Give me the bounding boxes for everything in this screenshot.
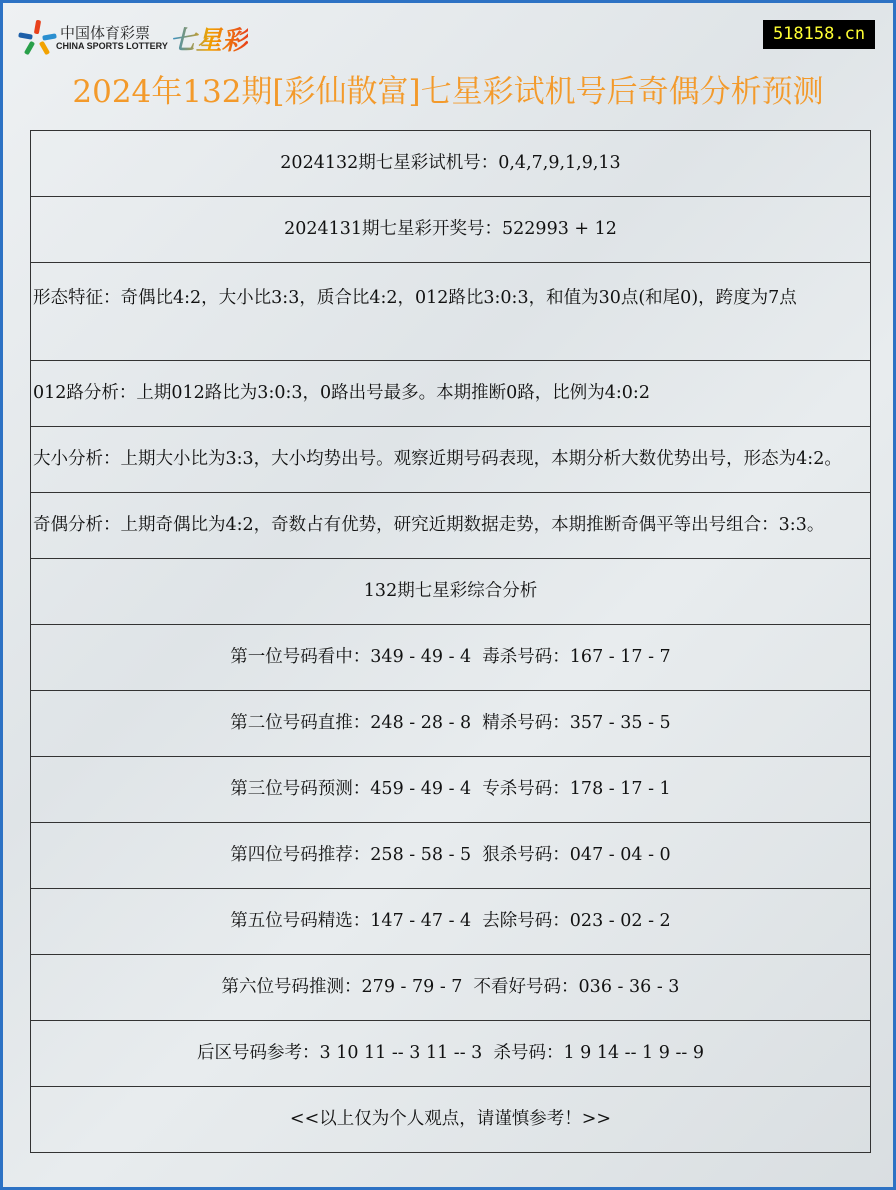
table-row [31, 691, 871, 757]
table-row [31, 889, 871, 955]
table-row [31, 493, 871, 559]
size-analysis-cell: 大小分析：上期大小比为3:3，大小均势出号。观察近期号码表现，本期分析大数优势出号，形态为4:2。 [31, 427, 871, 493]
logo-brand-text: 七星彩 [170, 20, 248, 57]
trial-number-cell: 2024132期七星彩试机号：0,4,7,9,1,9,13 [31, 131, 871, 197]
position-3-cell: 第三位号码预测：459 - 49 - 4 专杀号码：178 - 17 - 1 [31, 757, 871, 823]
logo-cn-text: 中国体育彩票 [60, 24, 151, 42]
table-row [31, 757, 871, 823]
table-row [31, 361, 871, 427]
back-zone-cell: 后区号码参考：3 10 11 -- 3 11 -- 3 杀号码：1 9 14 -- 1 9 -- 9 [31, 1021, 871, 1087]
position-5-cell: 第五位号码精选：147 - 47 - 4 去除号码：023 - 02 - 2 [31, 889, 871, 955]
table-row [31, 625, 871, 691]
logo-en-text: CHINA SPORTS LOTTERY [56, 41, 168, 51]
china-sports-lottery-logo [20, 20, 248, 56]
position-6-cell: 第六位号码推测：279 - 79 - 7 不看好号码：036 - 36 - 3 [31, 955, 871, 1021]
odd-even-analysis-cell: 奇偶分析：上期奇偶比为4:2，奇数占有优势，研究近期数据走势，本期推断奇偶平等出号组合：3:3。 [31, 493, 871, 559]
page-title: 2024年132期[彩仙散富]七星彩试机号后奇偶分析预测 [72, 74, 824, 110]
position-4-cell: 第四位号码推荐：258 - 58 - 5 狠杀号码：047 - 04 - 0 [31, 823, 871, 889]
table-row [31, 823, 871, 889]
table-row [31, 1021, 871, 1087]
table-row [31, 1087, 871, 1153]
lottery-star-icon [20, 20, 56, 56]
table-row [31, 955, 871, 1021]
table-row [31, 559, 871, 625]
draw-result-cell: 2024131期七星彩开奖号：522993 + 12 [31, 197, 871, 263]
table-row [31, 197, 871, 263]
site-badge[interactable]: 518158.cn [763, 20, 875, 49]
pattern-feature-cell: 形态特征：奇偶比4:2，大小比3:3，质合比4:2，012路比3:0:3，和值为30点(和尾0)，跨度为7点 [31, 263, 871, 361]
table-row [31, 427, 871, 493]
table-row [31, 131, 871, 197]
table-row [31, 263, 871, 361]
route-analysis-cell: 012路分析：上期012路比为3:0:3，0路出号最多。本期推断0路，比例为4:0:2 [31, 361, 871, 427]
section-heading-cell: 132期七星彩综合分析 [31, 559, 871, 625]
analysis-table [30, 130, 871, 1153]
position-2-cell: 第二位号码直推：248 - 28 - 8 精杀号码：357 - 35 - 5 [31, 691, 871, 757]
disclaimer-cell: <<以上仅为个人观点，请谨慎参考！>> [31, 1087, 871, 1153]
position-1-cell: 第一位号码看中：349 - 49 - 4 毒杀号码：167 - 17 - 7 [31, 625, 871, 691]
